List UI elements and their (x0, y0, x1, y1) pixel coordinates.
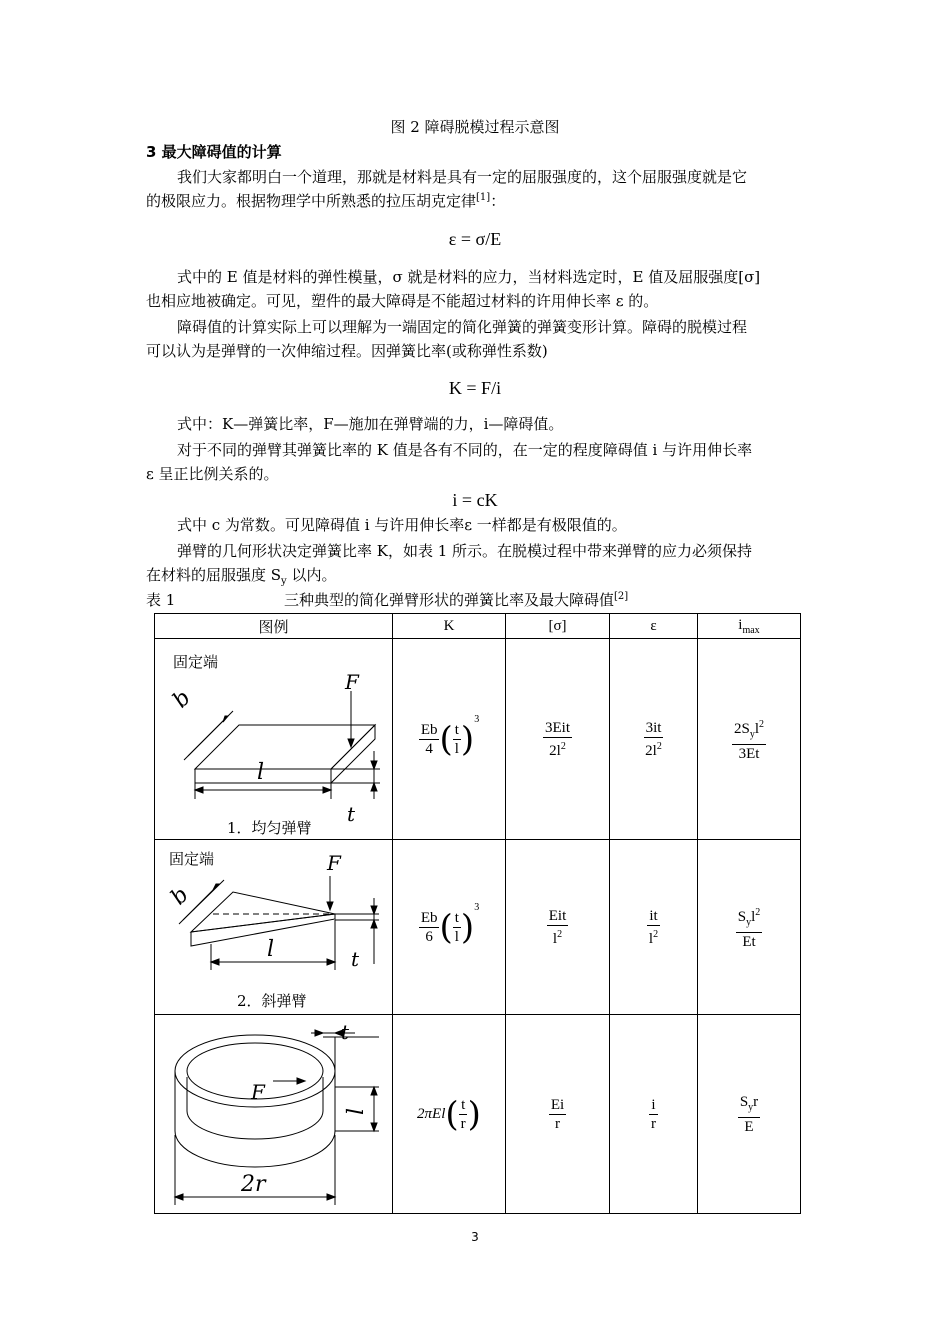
header-imax: $i_{max}$ (698, 614, 801, 639)
diameter-2r-label: 2r (241, 1172, 266, 1197)
k-formula-cell: $\frac{Eb}{6}$ ( $\frac{t}{l}$ )$^3$ (393, 840, 506, 1015)
epsilon-formula-cell: $\frac{3it}{2l^2}$ (610, 639, 698, 840)
width-b-label: b (168, 685, 196, 714)
table-row (155, 639, 801, 840)
table-label: 表 1 (146, 591, 176, 609)
formula-spring-rate: K = F/i (448, 378, 502, 398)
k-formula-cell: 2πEl( $\frac{t}{r}$ ) (393, 1015, 506, 1214)
length-l-label: l (267, 937, 275, 962)
header-epsilon: ε (610, 614, 698, 639)
para4: 式中：K—弹簧比率，F—施加在弹臂端的力，i—障碍值。 (177, 415, 564, 433)
k-formula-cell: $\frac{Eb}{4}$ ( $\frac{t}{l}$ )$^3$ (393, 639, 506, 840)
force-label: F (251, 1080, 265, 1104)
table-row (155, 1015, 801, 1214)
table-header-row (155, 614, 801, 639)
fixed-end-label: 固定端 (169, 850, 215, 868)
para6: 式中 c 为常数。可见障碍值 i 与许用伸长率ε 一样都是有极限值的。 (177, 516, 627, 534)
header-sigma: [σ] (506, 614, 610, 639)
uniform-arm-caption: 1．均匀弹臂 (227, 819, 312, 837)
para2-line1: 式中的 E 值是材料的弹性模量，σ 就是材料的应力，当材料选定时，E 值及屈服强度[σ] (177, 268, 761, 286)
tapered-arm-diagram (155, 840, 393, 1014)
force-label: F (345, 670, 359, 694)
figure-caption: 图 2 障碍脱模过程示意图 (390, 118, 560, 136)
para5-line2: ε 呈正比例关系的。 (146, 465, 279, 483)
para3-line1: 障碍值的计算实际上可以理解为一端固定的简化弹簧的弹簧变形计算。障碍的脱模过程 (177, 318, 748, 336)
header-figure: 图例 (155, 614, 393, 639)
table-row (155, 840, 801, 1015)
para5-line1: 对于不同的弹臂其弹簧比率的 K 值是各有不同的，在一定的程度障碍值 i 与许用伸长率 (177, 441, 753, 459)
force-label: F (327, 851, 341, 875)
spring-table (154, 613, 801, 1214)
height-l-label: l (344, 1107, 369, 1115)
para7-line1: 弹臂的几何形状决定弹簧比率 K，如表 1 所示。在脱模过程中带来弹臂的应力必须保持 (177, 542, 753, 560)
uniform-arm-diagram (155, 639, 393, 839)
uniform-arm-figure (155, 639, 393, 840)
para2-line2: 也相应地被确定。可见，塑件的最大障碍是不能超过材料的许用伸长率 ε 的。 (146, 292, 659, 310)
length-l-label: l (257, 760, 265, 785)
sigma-formula-cell: $\frac{Ei}{r}$ (506, 1015, 610, 1214)
formula-obstacle: i = cK (452, 490, 498, 510)
table-title: 三种典型的简化弹臂形状的弹簧比率及最大障碍值[2] (284, 591, 629, 609)
para1-line1: 我们大家都明白一个道理，那就是材料是具有一定的屈服强度的，这个屈服强度就是它 (177, 168, 748, 186)
sigma-formula-cell: $\frac{\text{3Eit}}{2l^2}$ (506, 639, 610, 840)
page-number: 3 (471, 1230, 479, 1244)
thickness-t-label: t (341, 1020, 350, 1044)
ring-diagram (155, 1015, 393, 1213)
thickness-t-label: t (351, 947, 360, 971)
imax-formula-cell: $\frac{2S_yl^2}{3Et}$ (698, 639, 801, 840)
imax-formula-cell: $\frac{S_yl^2}{Et}$ (698, 840, 801, 1015)
imax-formula-cell: $\frac{S_yr}{E}$ (698, 1015, 801, 1214)
para3-line2: 可以认为是弹臂的一次伸缩过程。因弹簧比率(或称弹性系数) (146, 342, 548, 360)
tapered-arm-figure (155, 840, 393, 1015)
para7-line2: 在材料的屈服强度 $S_y$ 以内。 (146, 566, 337, 587)
thickness-t-label: t (347, 802, 356, 826)
para1-line2: 的极限应力。根据物理学中所熟悉的拉压胡克定律[1]： (146, 192, 506, 210)
ring-figure (155, 1015, 393, 1214)
header-k: K (393, 614, 506, 639)
epsilon-formula-cell: $\frac{it}{l^2}$ (610, 840, 698, 1015)
epsilon-formula-cell: $\frac{i}{r}$ (610, 1015, 698, 1214)
sigma-formula-cell: $\frac{\text{Eit}}{l^2}$ (506, 840, 610, 1015)
width-b-label: b (166, 882, 194, 911)
tapered-arm-caption: 2．斜弹臂 (237, 992, 307, 1010)
section-heading: 3 最大障碍值的计算 (146, 143, 282, 161)
formula-hooke: ε = σ/E (448, 229, 502, 249)
fixed-end-label: 固定端 (173, 653, 219, 671)
